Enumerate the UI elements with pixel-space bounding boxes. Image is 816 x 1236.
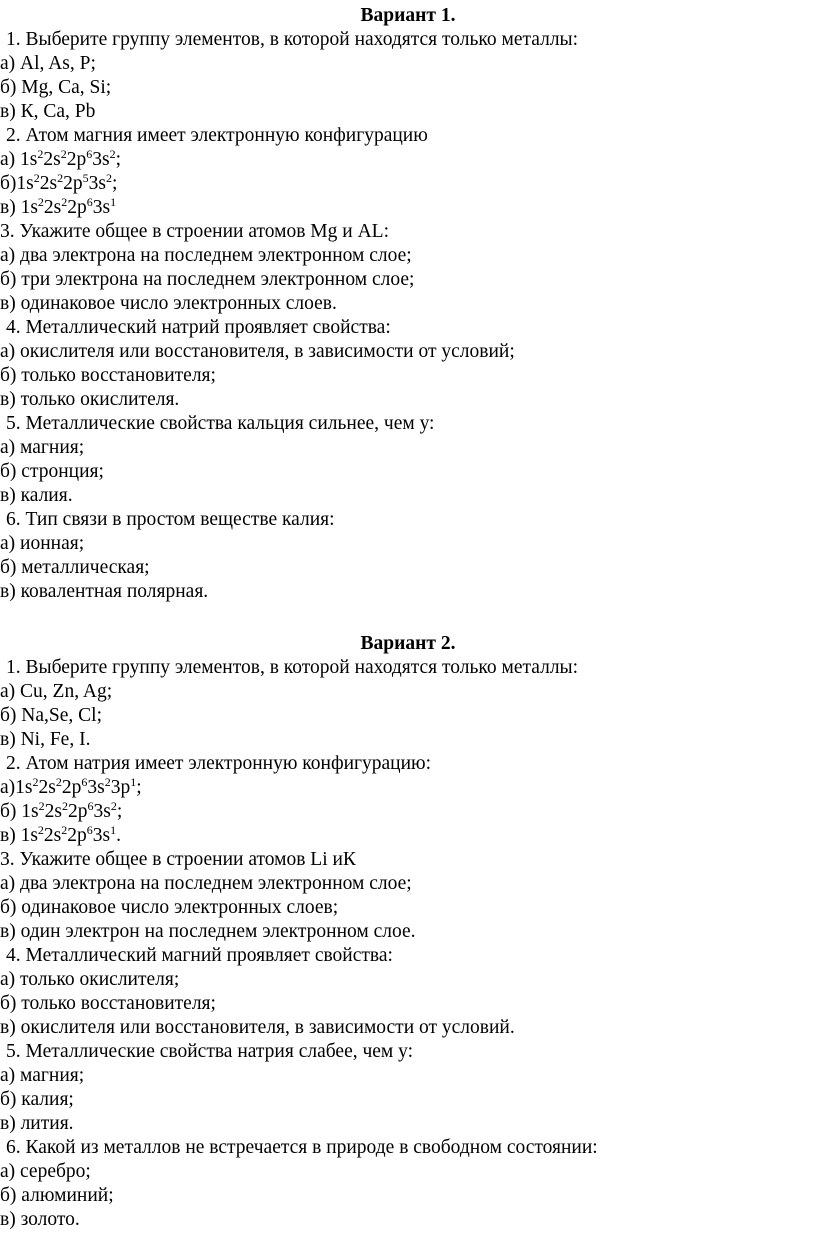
v1-q4-option-b: б) только восстановителя; <box>0 365 216 386</box>
v2-q4-option-a: а) только окислителя; <box>0 969 180 990</box>
v1-q2-option-b: $б)1s^22s^22p^53s^2$; <box>0 171 118 194</box>
v2-q4-option-b: б) только восстановителя; <box>0 993 216 1014</box>
v2-question-5: 5. Металлические свойства натрия слабее, чем у: <box>6 1041 414 1062</box>
v2-q1-option-c: в) Ni, Fe, I. <box>0 729 91 750</box>
v1-q2-option-c: в) $1s^22s^22p^63s^1$ <box>0 195 117 218</box>
v1-q2-option-a: а) $1s^22s^22p^63s^2$; <box>0 147 121 170</box>
v1-question-6: 6. Тип связи в простом веществе калия: <box>6 509 335 530</box>
v2-question-6: 6. Какой из металлов не встречается в природе в свободном состоянии: <box>6 1137 598 1158</box>
v1-q6-option-b: б) металлическая; <box>0 557 150 578</box>
v1-q6-option-a: а) ионная; <box>0 533 85 554</box>
v2-q5-option-a: а) магния; <box>0 1065 85 1086</box>
v1-q3-option-b: б) три электрона на последнем электронном слое; <box>0 269 415 290</box>
v2-q1-option-a: а) Cu, Zn, Ag; <box>0 681 113 702</box>
v2-q2-option-b: б) $1s^22s^22p^63s^2$; <box>0 799 123 822</box>
v1-q5-option-a: а) магния; <box>0 437 85 458</box>
v1-q4-option-a: а) окислителя или восстановителя, в зависимости от условий; <box>0 341 515 362</box>
v2-question-4: 4. Металлический магний проявляет свойства: <box>6 945 393 966</box>
v2-q5-option-c: в) лития. <box>0 1113 74 1134</box>
v2-q3-option-b: б) одинаковое число электронных слоев; <box>0 897 339 918</box>
v1-question-4: 4. Металлический натрий проявляет свойства: <box>6 317 391 338</box>
v2-q6-option-b: б) алюминий; <box>0 1185 114 1206</box>
v1-question-5: 5. Металлические свойства кальция сильнее, чем у: <box>6 413 435 434</box>
v2-q2-option-a: $а)1s^22s^22p^63s^23p^1$; <box>0 775 142 798</box>
v2-question-1: 1. Выберите группу элементов, в которой находятся только металлы: <box>6 657 579 678</box>
v2-q5-option-b: б) калия; <box>0 1089 74 1110</box>
v2-question-2: 2. Атом натрия имеет электронную конфигурацию: <box>6 753 432 774</box>
v2-q4-option-c: в) окислителя или восстановителя, в зависимости от условий. <box>0 1017 515 1038</box>
v1-q4-option-c: в) только окислителя. <box>0 389 180 410</box>
v2-q3-option-a: а) два электрона на последнем электронном слое; <box>0 873 412 894</box>
v1-q1-option-b: б) Mg, Ca, Si; <box>0 77 112 98</box>
v2-q1-option-b: б) Na,Se, Cl; <box>0 705 102 726</box>
v1-q3-option-c: в) одинаковое число электронных слоев. <box>0 293 337 314</box>
v1-question-1: 1. Выберите группу элементов, в которой находятся только металлы: <box>6 29 579 50</box>
v1-question-3: 3. Укажите общее в строении атомов Mg и AL: <box>0 221 389 242</box>
v2-q6-option-c: в) золото. <box>0 1209 80 1230</box>
v2-q3-option-c: в) один электрон на последнем электронном слое. <box>0 921 416 942</box>
variant-2-title: Вариант 2. <box>360 633 456 654</box>
v1-q1-option-c: в) К, Ca, Pb <box>0 101 96 122</box>
v1-q5-option-c: в) калия. <box>0 485 73 506</box>
v1-q3-option-a: а) два электрона на последнем электронном слое; <box>0 245 412 266</box>
v1-question-2: 2. Атом магния имеет электронную конфигурацию <box>6 125 428 146</box>
variant-1-title: Вариант 1. <box>360 5 456 26</box>
v2-q6-option-a: а) серебро; <box>0 1161 91 1182</box>
v1-q6-option-c: в) ковалентная полярная. <box>0 581 209 602</box>
v2-q2-option-c: в) $1s^22s^22p^63s^1$. <box>0 823 121 846</box>
v1-q5-option-b: б) стронция; <box>0 461 104 482</box>
v2-question-3: 3. Укажите общее в строении атомов Li иК <box>0 849 356 870</box>
v1-q1-option-a: а) Al, As, P; <box>0 53 96 74</box>
